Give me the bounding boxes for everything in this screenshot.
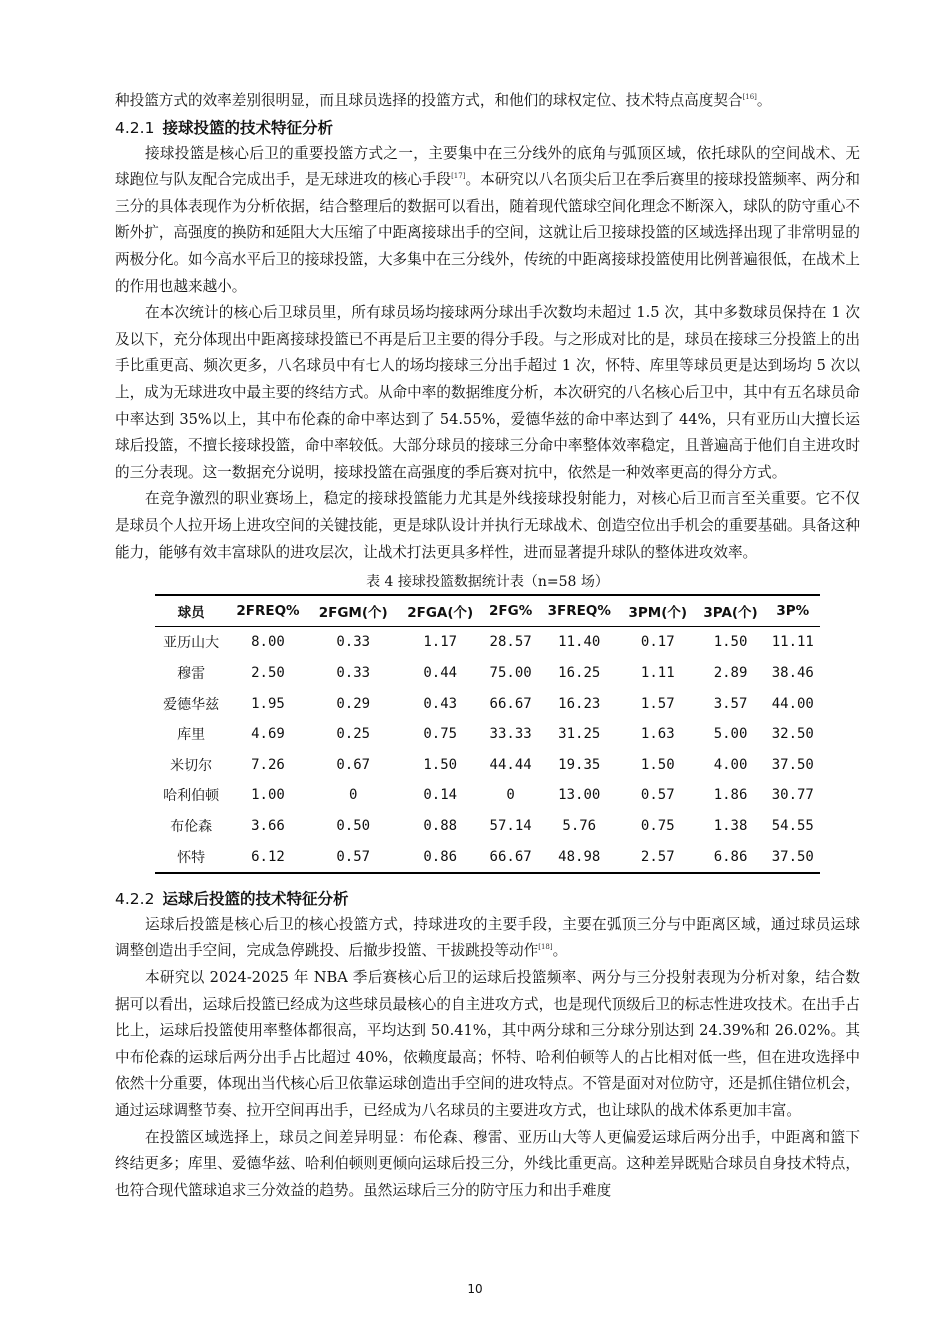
stat-cell: 1.57 [640,695,675,712]
citation-17: [17] [451,172,466,181]
table-row [155,627,820,658]
stat-cell: 3.57 [713,695,748,712]
stat-cell: 1.50 [713,634,748,651]
stat-cell: 44.44 [489,756,532,773]
stat-cell: 11.40 [558,634,601,651]
stat-cell: 0.29 [336,695,371,712]
table-caption: 表 4 接球投篮数据统计表（n=58 场） [366,574,609,591]
stat-cell: 31.25 [558,726,601,743]
catch-and-shoot-table [155,594,820,874]
column-header: 3PM(个) [628,605,688,622]
stat-cell: 0.43 [423,695,458,712]
paragraph: 在本次统计的核心后卫球员里，所有球员场均接球两分球出手次数均未超过 1.5 次，其中多数球员保持在 1 次及以下，充分体现出中距离接球投篮已不再是后卫主要的得分手段。与之形成对比的是，球员在接球三分投篮上的出手比重更高、频次更多，八名球员中有七人的场均接球三分出手超过 1 次，怀特、库里等球员更是达到场均 5 次以上，成为无球进攻中最主要的终结方式。从命中率的数据维度分析，本次研究的八名核心后卫中，其中有五名球员命中率达到 35%以上，其中布伦森的命中率达到了 54.55%，爱德华兹的命中率达到了 44%，只有亚历山大擅长运球后投篮，不擅长接球投篮，命中率较低。大部分球员的接球三分命中率整体效率稳定，且普遍高于他们自主进攻时的三分表现。这一数据充分说明，接球投篮在高强度的季后赛对抗中，依然是一种效率更高的得分方式。 [115,304,860,481]
stat-cell: 37.50 [771,756,814,773]
table-row [155,811,820,842]
continued-paragraph [115,88,860,115]
stat-cell: 0.17 [640,634,675,651]
stat-cell: 1.63 [640,726,675,743]
stat-cell: 1.50 [640,756,675,773]
stat-cell: 16.25 [558,664,601,681]
stat-cell: 6.86 [713,848,748,865]
table-header-row [155,595,820,627]
stat-cell: 4.00 [713,756,748,773]
stat-cell: 33.33 [489,726,532,743]
stat-cell: 1.17 [423,634,458,651]
stat-cell: 57.14 [489,817,532,834]
column-header: 2FGM(个) [318,605,388,622]
paragraph-text: 种投篮方式的效率差别很明显，而且球员选择的投篮方式，和他们的球权定位、技术特点高度契合 [115,92,743,109]
stat-cell: 5.00 [713,726,748,743]
table-row [155,780,820,811]
stat-cell: 37.50 [771,848,814,865]
player-name-cell: 哈利伯顿 [163,788,220,805]
player-name-cell: 怀特 [177,849,206,866]
stat-cell: 7.26 [251,756,285,773]
stat-cell: 0 [506,787,515,804]
section-title: 接球投篮的技术特征分析 [162,118,333,137]
section-title: 运球后投篮的技术特征分析 [162,889,349,908]
paragraph-text-rest: 。 [552,942,568,960]
player-name-cell: 米切尔 [170,757,213,774]
stat-cell: 1.95 [251,695,285,712]
player-name-cell: 布伦森 [170,818,213,835]
section-number: 4.2.1 [115,118,155,137]
section-number: 4.2.2 [115,889,155,908]
table-row [155,841,820,873]
stat-cell: 0.57 [336,848,371,865]
paragraph: 在竞争激烈的职业赛场上，稳定的接球投篮能力尤其是外线接球投射能力，对核心后卫而言至关重要。它不仅是球员个人拉开场上进攻空间的关键技能，更是球队设计并执行无球战术、创造空位出手机会的重要基础。具备这种能力，能够有效丰富球队的进攻层次，让战术打法更具多样性，进而显著提升球队的整体进攻效率。 [115,490,860,561]
citation-16: [16] [742,93,757,101]
stat-cell: 32.50 [771,726,814,743]
stat-cell: 1.00 [251,787,285,804]
paragraph [115,141,860,301]
column-header: 2FG% [489,603,533,620]
stat-cell: 1.50 [423,756,458,773]
stat-cell: 75.00 [489,664,532,681]
paragraph-text: 运球后投篮是核心后卫的核心投篮方式，持球进攻的主要手段，主要在弧顶三分与中距离区域，通过球员运球调整创造出手空间，完成急停跳投、后撤步投篮、干拔跳投等动作 [115,915,860,960]
stat-cell: 2.57 [640,848,675,865]
citation-18: [18] [538,943,553,952]
table-row [155,688,820,719]
stat-cell: 44.00 [771,695,814,712]
player-name-cell: 亚历山大 [163,635,220,652]
column-header: 2FREQ% [236,603,300,620]
stat-cell: 0.44 [423,664,458,681]
table-body [155,627,820,873]
stat-cell: 13.00 [558,787,601,804]
player-name-cell: 穆雷 [177,665,206,682]
paragraph: 本研究以 2024-2025 年 NBA 季后赛核心后卫的运球后投篮频率、两分与三分投射表现为分析对象，结合数据可以看出，运球后投篮已经成为这些球员最核心的自主进攻方式，也是现代顶级后卫的标志性进攻技术。在出手占比上，运球后投篮使用率整体都很高，平均达到 50.41%，其中两分球和三分球分别达到 24.39%和 26.02%。其中布伦森的运球后两分出手占比超过 40%，依赖度最高；怀特、哈利伯顿等人的占比相对低一些，但在进攻选择中依然十分重要，体现出当代核心后卫依靠运球创造出手空间的进攻特点。不管是面对对位防守，还是抓住错位机会，通过运球调整节奏、拉开空间再出手，已经成为八名球员的主要进攻方式，也让球队的战术体系更加丰富。 [115,969,860,1119]
stat-cell: 0.33 [336,664,371,681]
stat-cell: 3.66 [251,817,285,834]
stat-cell: 0 [349,787,358,804]
stat-cell: 66.67 [489,848,532,865]
page-body [115,88,860,1204]
stat-cell: 1.38 [713,817,748,834]
stat-cell: 2.50 [251,664,285,681]
table-row [155,719,820,750]
stat-cell: 54.55 [771,817,814,834]
column-header: 3PA(个) [703,605,758,622]
stat-cell: 0.86 [423,848,458,865]
stat-cell: 0.75 [640,817,675,834]
stat-cell: 0.14 [423,787,458,804]
stat-cell: 48.98 [558,848,601,865]
stat-cell: 0.88 [423,817,458,834]
section-heading-4-2-2 [115,886,860,912]
player-name-cell: 库里 [177,727,206,744]
player-name-cell: 爱德华兹 [163,696,220,713]
stat-cell: 38.46 [771,664,814,681]
stat-cell: 0.75 [423,726,458,743]
table-row [155,658,820,689]
stat-cell: 28.57 [489,634,532,651]
paragraph-text-end: 。 [756,92,772,109]
stat-cell: 0.25 [336,726,371,743]
stat-cell: 16.23 [558,695,601,712]
paragraph [115,912,860,965]
column-header: 球员 [177,605,205,622]
stat-cell: 0.57 [640,787,675,804]
section-heading-4-2-1 [115,115,860,141]
stat-cell: 1.86 [713,787,748,804]
stat-cell: 0.67 [336,756,371,773]
stat-cell: 66.67 [489,695,532,712]
column-header: 3P% [776,603,810,620]
table-row [155,749,820,780]
paragraph: 在投篮区域选择上，球员之间差异明显：布伦森、穆雷、亚历山大等人更偏爱运球后两分出手，中距离和篮下终结更多；库里、爱德华兹、哈利伯顿则更倾向运球后投三分，外线比重更高。这种差异既贴合球员自身技术特点，也符合现代篮球追求三分效益的趋势。虽然运球后三分的防守压力和出手难度 [115,1128,860,1199]
stat-cell: 1.11 [640,664,675,681]
stat-cell: 2.89 [713,664,748,681]
stat-cell: 0.50 [336,817,371,834]
paragraph-text-rest: 。本研究以八名顶尖后卫在季后赛里的接球投篮频率、两分和三分的具体表现作为分析依据，结合整理后的数据可以看出，随着现代篮球空间化理念不断深入，球队的防守重心不断外扩，高强度的换防和延阻大大压缩了中距离接球出手的空间，这就让后卫接球投篮的区域选择出现了非常明显的两极分化。如今高水平后卫的接球投篮，大多集中在三分线外，传统的中距离接球投篮使用比例普遍很低，在战术上的作用也越来越小。 [115,171,860,295]
stat-cell: 11.11 [771,634,814,651]
paragraph-text: 接球投篮是核心后卫的重要投篮方式之一，主要集中在三分线外的底角与弧顶区域，依托球队的空间战术、无球跑位与队友配合完成出手，是无球进攻的核心手段 [115,144,860,189]
stat-cell: 0.33 [336,634,371,651]
column-header: 3FREQ% [547,603,611,620]
stat-cell: 8.00 [251,634,285,651]
stat-cell: 4.69 [251,726,285,743]
stat-cell: 5.76 [562,817,597,834]
page-number: 10 [467,1282,483,1296]
stat-cell: 30.77 [771,787,814,804]
stat-cell: 19.35 [558,756,601,773]
stat-cell: 6.12 [251,848,285,865]
column-header: 2FGA(个) [407,605,474,622]
